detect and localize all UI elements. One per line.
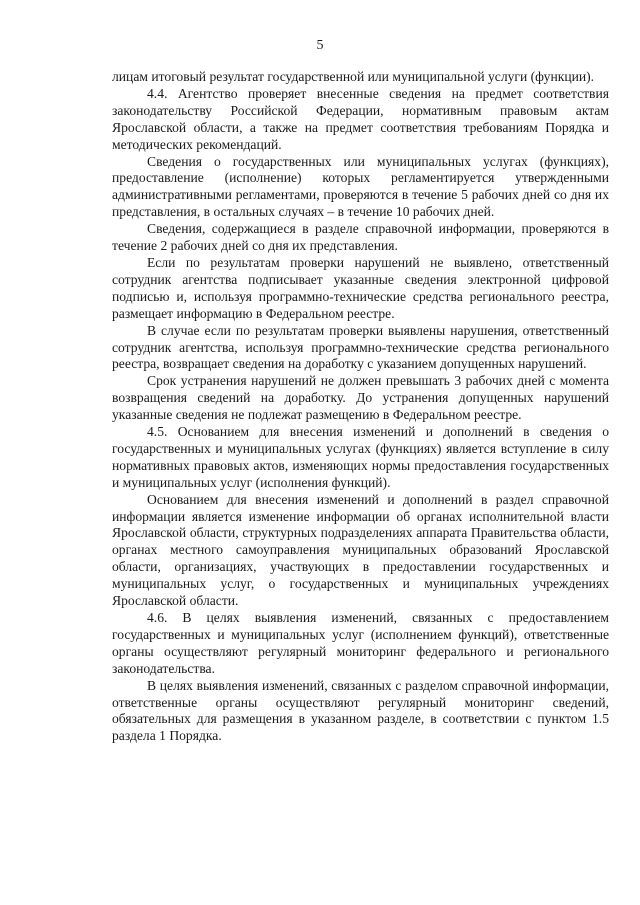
paragraph-violations-found: В случае если по результатам проверки выявлены нарушения, ответственный сотрудник агентства, используя программно-технические средства регионального реестра, возвращает сведения на доработку с указанием допущенных нарушений. — [112, 322, 609, 372]
paragraph-review-terms: Сведения о государственных или муниципальных услугах (функциях), предоставление (исполнение) которых регламентируется утвержденными административными регламентами, проверяются в течение 5 рабочих дней со дня их представления, в остальных случаях – в течение 10 рабочих дней. — [112, 153, 609, 220]
paragraph-monitoring: В целях выявления изменений, связанных с разделом справочной информации, ответственные органы осуществляют регулярный мониторинг сведений, обязательных для размещения в указанном разделе, в соответствии с пунктом 1.5 раздела 1 Порядка. — [112, 677, 609, 744]
paragraph-reference-changes: Основанием для внесения изменений и дополнений в раздел справочной информации является изменение информации об органах исполнительной власти Ярославской области, структурных подразделениях аппарата Правительства области, органах местного самоуправления муниципальных образований Ярославской области, организациях, участвующих в предоставлении государственных и муниципальных услуг, о государственных и муниципальных учреждениях Ярославской области. — [112, 491, 609, 609]
paragraph-reference-info-terms: Сведения, содержащиеся в разделе справочной информации, проверяются в течение 2 рабочих дней со дня их представления. — [112, 221, 609, 254]
paragraph-no-violations: Если по результатам проверки нарушений не выявлено, ответственный сотрудник агентства подписывает указанные сведения электронной цифровой подписью и, используя программно-технические средства регионального реестра, размещает информацию в Федеральном реестре. — [112, 254, 609, 321]
paragraph-continuation: лицам итоговый результат государственной или муниципальной услуги (функции). — [112, 69, 595, 84]
paragraph-4-4: 4.4. Агентство проверяет внесенные сведения на предмет соответствия законодательству Российской Федерации, нормативным правовым актам Ярославской области, а также на предмет соответствия требованиям Порядка и методических рекомендаций. — [112, 85, 609, 152]
paragraph-correction-term: Срок устранения нарушений не должен превышать 3 рабочих дней с момента возвращения сведений на доработку. До устранения допущенных нарушений указанные сведения не подлежат размещению в Федеральном реестре. — [112, 373, 609, 423]
paragraph-4-6: 4.6. В целях выявления изменений, связанных с предоставлением государственных и муниципальных услуг (исполнением функций), ответственные органы осуществляют регулярный мониторинг федерального и регионального законодательства. — [112, 610, 609, 676]
body-text — [112, 69, 609, 745]
paragraph-4-5: 4.5. Основанием для внесения изменений и дополнений в сведения о государственных и муниципальных услугах (функциях) является вступление в силу нормативных правовых актов, изменяющих нормы предоставления государственных и муниципальных услуг (исполнения функций). — [112, 424, 609, 490]
page-number: 5 — [316, 38, 324, 53]
